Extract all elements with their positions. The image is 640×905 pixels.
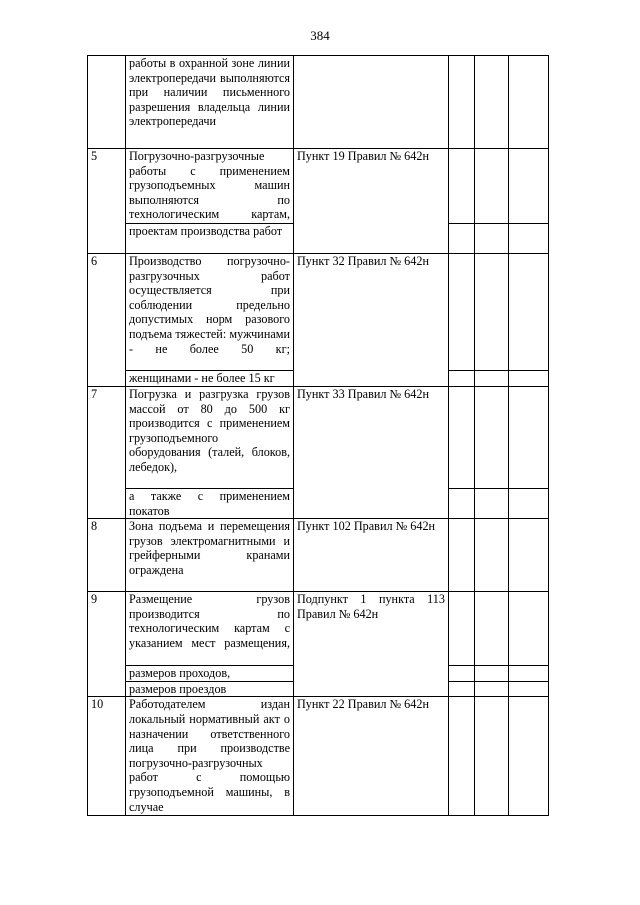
answer-na-cell[interactable] bbox=[509, 149, 549, 224]
requirement-text: Размещение грузов производится по технологическим картам с указанием мест размещения, bbox=[126, 592, 294, 666]
table-row-7 bbox=[88, 387, 549, 489]
answer-yes-cell[interactable] bbox=[449, 254, 475, 371]
table-row-10 bbox=[88, 697, 549, 816]
answer-na-cell[interactable] bbox=[509, 371, 549, 387]
page-number: 384 bbox=[310, 28, 330, 43]
answer-no-cell[interactable] bbox=[475, 371, 509, 387]
answer-no-cell[interactable] bbox=[475, 56, 509, 149]
legal-reference: Пункт 32 Правил № 642н bbox=[294, 254, 449, 387]
table-row-6 bbox=[88, 254, 549, 371]
answer-na-cell[interactable] bbox=[509, 489, 549, 519]
requirement-text: Погрузочно-разгрузочные работы с применением грузоподъемных машин выполняются по технологическим картам, bbox=[126, 149, 294, 224]
answer-yes-cell[interactable] bbox=[449, 666, 475, 682]
answer-no-cell[interactable] bbox=[475, 224, 509, 254]
answer-na-cell[interactable] bbox=[509, 519, 549, 592]
answer-yes-cell[interactable] bbox=[449, 371, 475, 387]
table-row-8 bbox=[88, 519, 549, 592]
answer-no-cell[interactable] bbox=[475, 254, 509, 371]
requirement-subitem: размеров проходов, bbox=[126, 666, 294, 682]
answer-yes-cell[interactable] bbox=[449, 56, 475, 149]
requirement-subitem: женщинами - не более 15 кг bbox=[126, 371, 294, 387]
row-number: 7 bbox=[88, 387, 126, 519]
answer-no-cell[interactable] bbox=[475, 592, 509, 666]
legal-reference: Пункт 33 Правил № 642н bbox=[294, 387, 449, 519]
row-number: 5 bbox=[88, 149, 126, 254]
answer-yes-cell[interactable] bbox=[449, 224, 475, 254]
requirement-subitem: а также с применением покатов bbox=[126, 489, 294, 519]
requirement-text: Погрузка и разгрузка грузов массой от 80 до 500 кг производится с применением грузоподъемного оборудования (талей, блоков, лебедок), bbox=[126, 387, 294, 489]
legal-reference bbox=[294, 56, 449, 149]
answer-yes-cell[interactable] bbox=[449, 681, 475, 697]
answer-yes-cell[interactable] bbox=[449, 697, 475, 816]
row-number: 9 bbox=[88, 592, 126, 697]
row-number: 8 bbox=[88, 519, 126, 592]
answer-no-cell[interactable] bbox=[475, 149, 509, 224]
requirement-subitem: размеров проездов bbox=[126, 681, 294, 697]
answer-na-cell[interactable] bbox=[509, 697, 549, 816]
answer-no-cell[interactable] bbox=[475, 489, 509, 519]
requirement-text: работы в охранной зоне линии электропередачи выполняются при наличии письменного разрешения владельца линии электропередачи bbox=[126, 56, 294, 149]
legal-reference: Пункт 22 Правил № 642н bbox=[294, 697, 449, 816]
row-number: 10 bbox=[88, 697, 126, 816]
answer-yes-cell[interactable] bbox=[449, 519, 475, 592]
requirement-subitem: проектам производства работ bbox=[126, 224, 294, 254]
answer-na-cell[interactable] bbox=[509, 224, 549, 254]
requirement-text: Зона подъема и перемещения грузов электромагнитными и грейферными кранами ограждена bbox=[126, 519, 294, 592]
row-number: 6 bbox=[88, 254, 126, 387]
requirement-text: Работодателем издан локальный нормативный акт о назначении ответственного лица при производстве погрузочно-разгрузочных работ с помощью грузоподъемной машины, в случае bbox=[126, 697, 294, 816]
answer-na-cell[interactable] bbox=[509, 56, 549, 149]
answer-no-cell[interactable] bbox=[475, 697, 509, 816]
answer-no-cell[interactable] bbox=[475, 387, 509, 489]
answer-yes-cell[interactable] bbox=[449, 489, 475, 519]
legal-reference: Подпункт 1 пункта 113 Правил № 642н bbox=[294, 592, 449, 697]
table-row-5 bbox=[88, 149, 549, 224]
row-number bbox=[88, 56, 126, 149]
answer-no-cell[interactable] bbox=[475, 681, 509, 697]
table-row-9 bbox=[88, 592, 549, 666]
answer-yes-cell[interactable] bbox=[449, 387, 475, 489]
answer-na-cell[interactable] bbox=[509, 254, 549, 371]
checklist-table bbox=[87, 55, 549, 816]
answer-yes-cell[interactable] bbox=[449, 149, 475, 224]
legal-reference: Пункт 102 Правил № 642н bbox=[294, 519, 449, 592]
answer-na-cell[interactable] bbox=[509, 387, 549, 489]
table-row-continuation bbox=[88, 56, 549, 149]
answer-no-cell[interactable] bbox=[475, 519, 509, 592]
requirement-text: Производство погрузочно-разгрузочных работ осуществляется при соблюдении предельно допустимых норм разового подъема тяжестей: мужчинами - не более 50 кг; bbox=[126, 254, 294, 371]
answer-na-cell[interactable] bbox=[509, 592, 549, 666]
answer-yes-cell[interactable] bbox=[449, 592, 475, 666]
answer-na-cell[interactable] bbox=[509, 666, 549, 682]
answer-no-cell[interactable] bbox=[475, 666, 509, 682]
legal-reference: Пункт 19 Правил № 642н bbox=[294, 149, 449, 254]
answer-na-cell[interactable] bbox=[509, 681, 549, 697]
